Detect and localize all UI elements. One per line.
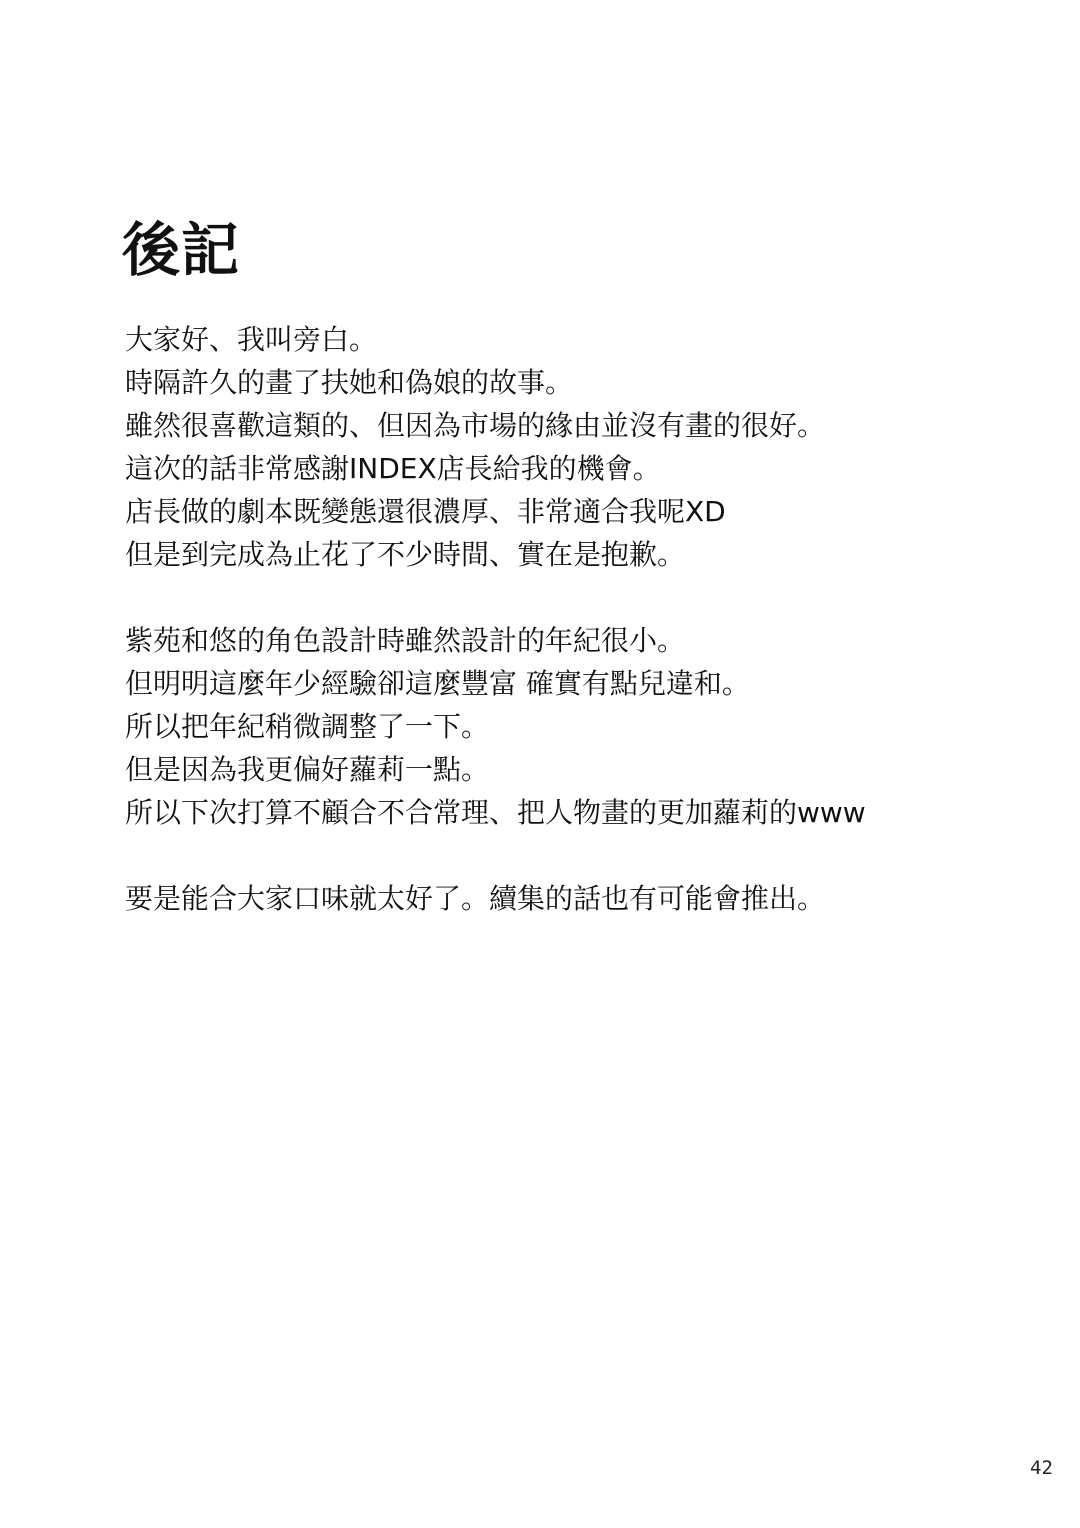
text-line: 但是因為我更偏好蘿莉一點。 bbox=[125, 753, 490, 786]
text-line: 大家好、我叫旁白。 bbox=[125, 323, 378, 356]
text-line: 店長做的劇本既變態還很濃厚、非常適合我呢XD bbox=[125, 495, 726, 528]
text-line: 要是能合大家口味就太好了。續集的話也有可能會推出。 bbox=[125, 882, 826, 915]
page-number: 42 bbox=[1030, 1457, 1053, 1479]
text-line: 雖然很喜歡這類的、但因為市場的緣由並沒有畫的很好。 bbox=[125, 409, 826, 442]
paragraph-1 bbox=[125, 318, 1045, 576]
text-line: 但明明這麼年少經驗卻這麼豐富 確實有點兒違和。 bbox=[125, 667, 750, 700]
text-line: 所以把年紀稍微調整了一下。 bbox=[125, 710, 490, 743]
text-line: 但是到完成為止花了不少時間、實在是抱歉。 bbox=[125, 538, 686, 571]
text-line: 時隔許久的畫了扶她和偽娘的故事。 bbox=[125, 366, 574, 399]
paragraph-2 bbox=[125, 619, 1045, 834]
page-title: 後記 bbox=[122, 216, 241, 284]
text-line: 這次的話非常感謝INDEX店長給我的機會。 bbox=[125, 452, 661, 485]
text-line: 所以下次打算不顧合不合常理、把人物畫的更加蘿莉的www bbox=[125, 796, 866, 829]
paragraph-3 bbox=[125, 877, 1045, 920]
text-line: 紫苑和悠的角色設計時雖然設計的年紀很小。 bbox=[125, 624, 686, 657]
afterword-body bbox=[125, 318, 1045, 920]
